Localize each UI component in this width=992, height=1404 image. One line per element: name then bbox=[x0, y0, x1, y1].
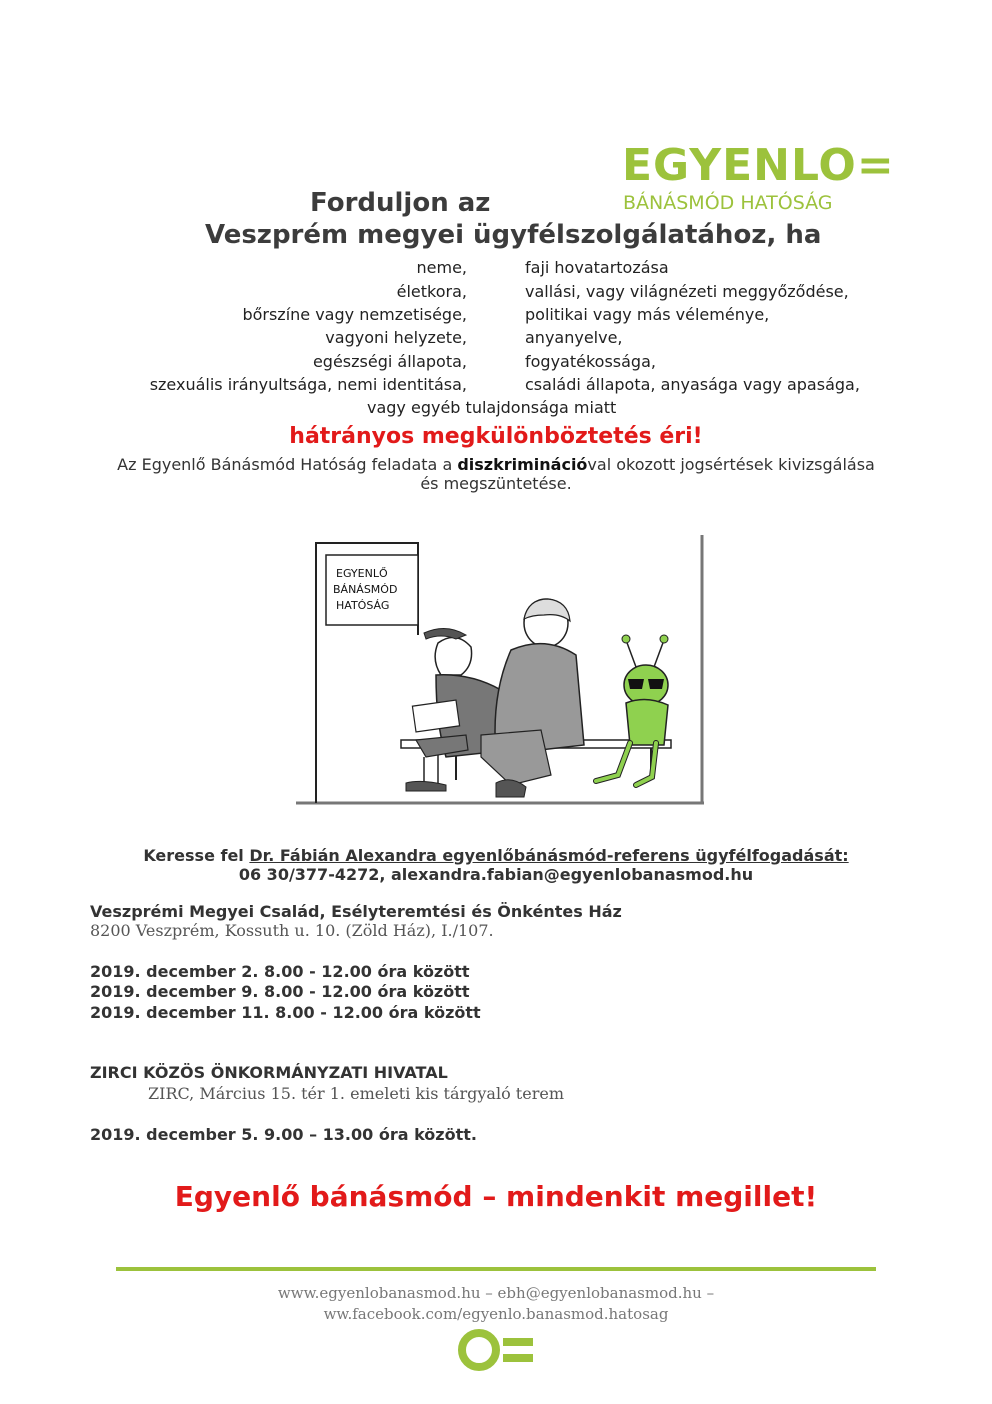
mission-before: Az Egyenlő Bánásmód Hatóság feladata a bbox=[117, 455, 458, 474]
criteria-right-5: fogyatékossága, bbox=[525, 352, 656, 371]
contact-prefix: Keresse fel bbox=[143, 846, 250, 865]
logo-subtitle: BÁNÁSMÓD HATÓSÁG bbox=[623, 192, 833, 214]
cartoon-illustration bbox=[296, 535, 708, 807]
sign-line-2: BÁNÁSMÓD bbox=[333, 583, 398, 596]
mission-line-1 bbox=[0, 455, 992, 474]
criteria-right-4: anyanyelve, bbox=[525, 328, 623, 347]
sign-line-3: HATÓSÁG bbox=[336, 599, 390, 612]
mission-line-2: és megszüntetése. bbox=[420, 474, 572, 493]
venue1-date-1: 2019. december 2. 8.00 - 12.00 óra között bbox=[90, 962, 470, 981]
criteria-right-1: faji hovatartozása bbox=[525, 258, 669, 277]
slogan: Egyenlő bánásmód – mindenkit megillet! bbox=[174, 1180, 818, 1213]
venue2-name: ZIRCI KÖZÖS ÖNKORMÁNYZATI HIVATAL bbox=[90, 1063, 448, 1082]
footer-line-1[interactable]: www.egyenlobanasmod.hu – ebh@egyenlobanasmod.hu – bbox=[277, 1284, 715, 1302]
mission-after: val okozott jogsértések kivizsgálása bbox=[587, 455, 875, 474]
criteria-last: vagy egyéb tulajdonsága miatt bbox=[367, 398, 617, 417]
heading-line-2: Veszprém megyei ügyfélszolgálatához, ha bbox=[205, 220, 822, 250]
footer-divider bbox=[116, 1267, 876, 1271]
footer-logo-icon bbox=[457, 1326, 537, 1374]
criteria-right-3: politikai vagy más véleménye, bbox=[525, 305, 770, 324]
criteria-left-1: neme, bbox=[416, 258, 467, 277]
venue2-address: ZIRC, Március 15. tér 1. emeleti kis tárgyaló terem bbox=[148, 1084, 564, 1103]
criteria-left-3: bőrszíne vagy nemzetisége, bbox=[242, 305, 467, 324]
criteria-left-6: szexuális irányultsága, nemi identitása, bbox=[149, 375, 467, 394]
criteria-right-2: vallási, vagy világnézeti meggyőződése, bbox=[525, 282, 849, 301]
venue1-date-3: 2019. december 11. 8.00 - 12.00 óra között bbox=[90, 1003, 481, 1022]
criteria-left-4: vagyoni helyzete, bbox=[325, 328, 467, 347]
venue2-date: 2019. december 5. 9.00 – 13.00 óra között. bbox=[90, 1125, 477, 1144]
venue1-address: 8200 Veszprém, Kossuth u. 10. (Zöld Ház), I./107. bbox=[90, 921, 494, 940]
contact-phone-email[interactable]: 06 30/377-4272, alexandra.fabian@egyenlobanasmod.hu bbox=[238, 865, 754, 884]
criteria-right-6: családi állapota, anyasága vagy apasága, bbox=[525, 375, 860, 394]
heading-line-1: Forduljon az bbox=[310, 188, 491, 218]
contact-line-1 bbox=[0, 846, 992, 865]
logo-wordmark: EGYENLO= bbox=[622, 140, 895, 191]
criteria-left-5: egészségi állapota, bbox=[312, 352, 467, 371]
footer-line-2[interactable]: ww.facebook.com/egyenlo.banasmod.hatosag bbox=[323, 1305, 669, 1323]
criteria-left-2: életkora, bbox=[396, 282, 467, 301]
sign-line-1: EGYENLŐ bbox=[336, 567, 388, 580]
discrimination-line: hátrányos megkülönböztetés éri! bbox=[289, 424, 703, 449]
referent-link[interactable]: Dr. Fábián Alexandra egyenlőbánásmód-referens ügyfélfogadását: bbox=[249, 846, 849, 865]
venue1-date-2: 2019. december 9. 8.00 - 12.00 óra között bbox=[90, 982, 470, 1001]
venue1-name: Veszprémi Megyei Család, Esélyteremtési és Önkéntes Ház bbox=[90, 902, 622, 921]
mission-bold: diszkrimináció bbox=[457, 455, 588, 474]
